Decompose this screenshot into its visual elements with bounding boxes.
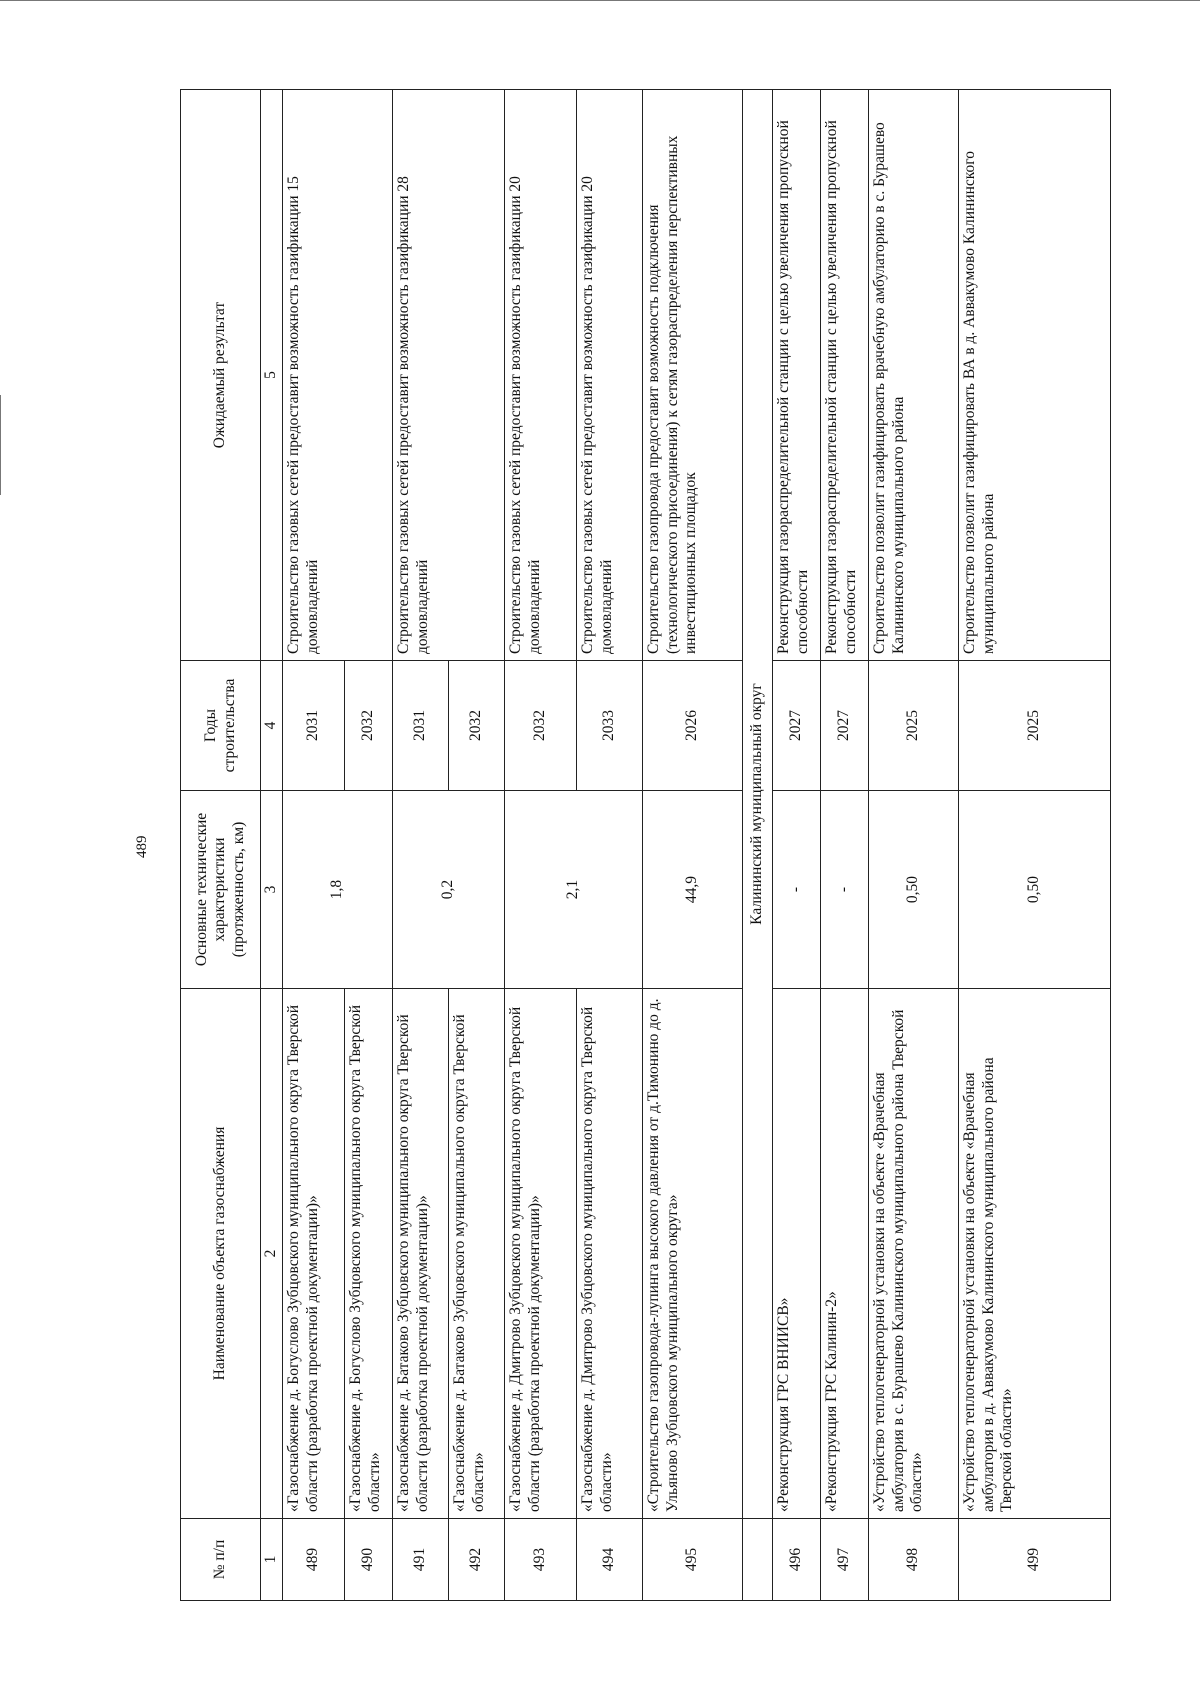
object-name: «Реконструкция ГРС Калинин-2»: [821, 989, 869, 1519]
length-km: 0,50: [869, 791, 959, 989]
gas-supply-table: [180, 89, 1111, 1601]
row-number: 498: [869, 1519, 959, 1601]
expected-result: Реконструкция газораспределительной станции с целью увеличения пропускной способности: [821, 90, 869, 661]
object-name: «Устройство теплогенераторной установки на объекте «Врачебная амбулатория в с. Бурашево Калининского муниципального района Тверской области»: [869, 989, 959, 1519]
build-year: 2031: [283, 661, 345, 791]
length-km: 0,50: [959, 791, 1111, 989]
object-name: «Газоснабжение д. Богуслово Зубцовского муниципального округа Тверской области»: [345, 989, 393, 1519]
build-year: 2027: [773, 661, 821, 791]
build-year: 2032: [345, 661, 393, 791]
column-number: 1: [261, 1519, 283, 1601]
top-scan-line: [0, 0, 1200, 1]
expected-result: Строительство газовых сетей предоставит возможность газификации 15 домовладений: [283, 90, 393, 661]
row-number: 495: [643, 1519, 743, 1601]
build-year: 2032: [505, 661, 577, 791]
length-km: 2,1: [505, 791, 643, 989]
table-row: [959, 90, 1111, 1601]
table-row: [643, 90, 743, 1601]
object-name: «Газоснабжение д. Богуслово Зубцовского муниципального округа Тверской области (разработка проектной документации)»: [283, 989, 345, 1519]
table-row: [393, 90, 449, 1601]
header-num: № п/п: [181, 1519, 261, 1601]
row-number: 491: [393, 1519, 449, 1601]
expected-result: Реконструкция газораспределительной станции с целью увеличения пропускной способности: [773, 90, 821, 661]
expected-result: Строительство газовых сетей предоставит возможность газификации 20 домовладений: [505, 90, 577, 661]
row-number: 492: [449, 1519, 505, 1601]
row-number: 494: [577, 1519, 643, 1601]
build-year: 2025: [959, 661, 1111, 791]
length-km: 0,2: [393, 791, 505, 989]
length-km: 1,8: [283, 791, 393, 989]
header-ext: Основные технические характеристики (протяженность, км): [181, 791, 261, 989]
object-name: «Реконструкция ГРС ВНИИСВ»: [773, 989, 821, 1519]
object-name: «Газоснабжение д. Батаково Зубцовского муниципального округа Тверской области (разработка проектной документации)»: [393, 989, 449, 1519]
table-row: [283, 90, 345, 1601]
object-name: «Строительство газопровода-лупинга высокого давления от д.Тимонино до д. Ульяново Зубцовского муниципального округа»: [643, 989, 743, 1519]
district-row: [743, 90, 773, 1601]
object-name: «Устройство теплогенераторной установки на объекте «Врачебная амбулатория в д. Аввакумово Калининского муниципального района Тверской области»: [959, 989, 1111, 1519]
header-name: Наименование объекта газоснабжения: [181, 989, 261, 1519]
column-number: 4: [261, 661, 283, 791]
expected-result: Строительство газовых сетей предоставит возможность газификации 20 домовладений: [577, 90, 643, 661]
page-number: 489: [134, 835, 150, 858]
build-year: 2026: [643, 661, 743, 791]
table-row: [869, 90, 959, 1601]
district-title: Калининский муниципальный округ: [743, 90, 773, 1519]
rotated-table-container: [180, 90, 1043, 1601]
row-number: 497: [821, 1519, 869, 1601]
build-year: 2027: [821, 661, 869, 791]
expected-result: Строительство позволит газифицировать врачебную амбулаторию в с. Бурашево Калининского муниципального района: [869, 90, 959, 661]
table-row: [773, 90, 821, 1601]
length-km: -: [821, 791, 869, 989]
column-number: 2: [261, 989, 283, 1519]
expected-result: Строительство газовых сетей предоставит возможность газификации 28 домовладений: [393, 90, 505, 661]
column-number: 5: [261, 90, 283, 661]
table-row: [505, 90, 577, 1601]
length-km: -: [773, 791, 821, 989]
row-number: 489: [283, 1519, 345, 1601]
build-year: 2031: [393, 661, 449, 791]
district-empty-cell: [743, 1519, 773, 1601]
object-name: «Газоснабжение д. Дмитрово Зубцовского муниципального округа Тверской области»: [577, 989, 643, 1519]
header-result: Ожидаемый результат: [181, 90, 261, 661]
length-km: 44,9: [643, 791, 743, 989]
object-name: «Газоснабжение д. Батаково Зубцовского муниципального округа Тверской области»: [449, 989, 505, 1519]
expected-result: Строительство позволит газифицировать ВА в д. Аввакумово Калининского муниципального района: [959, 90, 1111, 661]
row-number: 496: [773, 1519, 821, 1601]
build-year: 2025: [869, 661, 959, 791]
column-number-row: [261, 90, 283, 1601]
column-number: 3: [261, 791, 283, 989]
build-year: 2033: [577, 661, 643, 791]
header-row: [181, 90, 261, 1601]
row-number: 490: [345, 1519, 393, 1601]
table-row: [821, 90, 869, 1601]
expected-result: Строительство газопровода предоставит возможность подключения (технологического присоединения) к сетям газораспределения перспективных инвестиционных площадок: [643, 90, 743, 661]
build-year: 2032: [449, 661, 505, 791]
left-scan-mark: [0, 395, 1, 495]
header-years: Годы строительства: [181, 661, 261, 791]
row-number: 499: [959, 1519, 1111, 1601]
row-number: 493: [505, 1519, 577, 1601]
object-name: «Газоснабжение д. Дмитрово Зубцовского муниципального округа Тверской области (разработка проектной документации)»: [505, 989, 577, 1519]
